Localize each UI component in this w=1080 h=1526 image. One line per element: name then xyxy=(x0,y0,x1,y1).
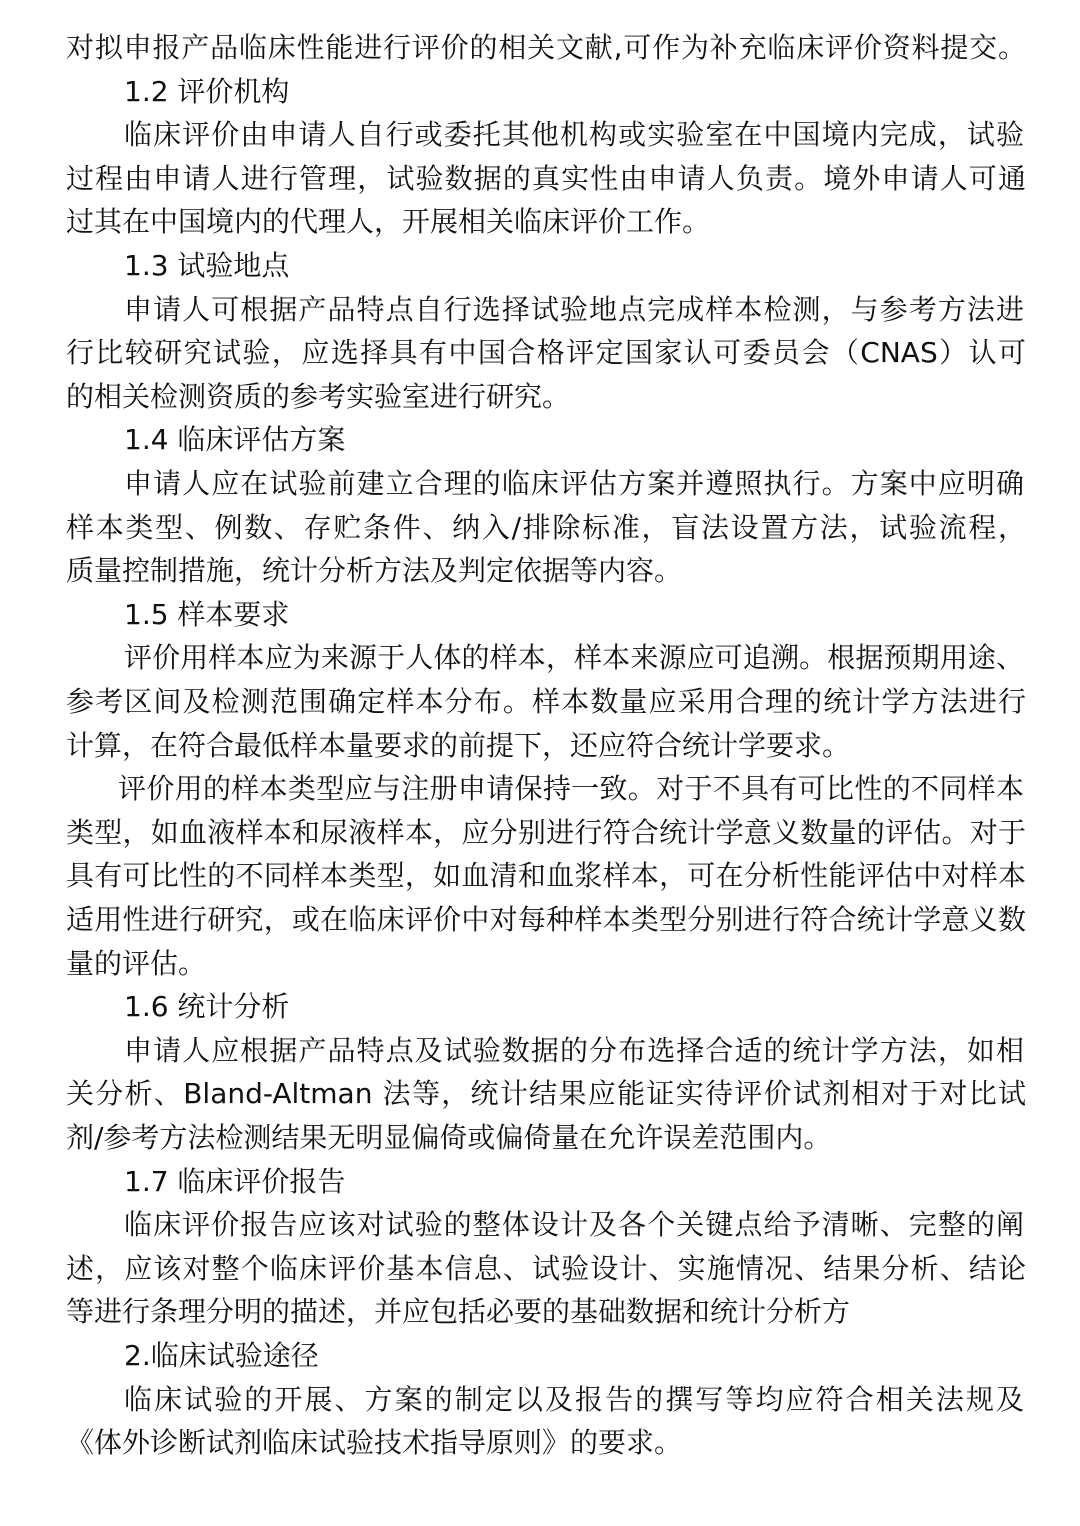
paragraph-line: 类型，如血液样本和尿液样本，应分别进行符合统计学意义数量的评估。对于 xyxy=(66,815,1026,849)
paragraph-line: 行比较研究试验，应选择具有中国合格评定国家认可委员会（CNAS）认可 xyxy=(66,336,1026,370)
section-heading: 2.临床试验途径 xyxy=(124,1339,319,1372)
paragraph-line: 过程由申请人进行管理，试验数据的真实性由申请人负责。境外申请人可通 xyxy=(66,161,1026,195)
paragraph-line: 等进行条理分明的描述，并应包括必要的基础数据和统计分析方 xyxy=(66,1295,851,1329)
paragraph-line: 申请人应在试验前建立合理的临床评估方案并遵照执行。方案中应明确 xyxy=(124,467,1024,500)
paragraph-line: 临床试验的开展、方案的制定以及报告的撰写等均应符合相关法规及 xyxy=(124,1382,1024,1416)
paragraph-line: 样本类型、例数、存贮条件、纳入/排除标准，盲法设置方法，试验流程， xyxy=(66,510,1026,544)
paragraph-line: 对拟申报产品临床性能进行评价的相关文献,可作为补充临床评价资料提交。 xyxy=(66,31,1026,64)
section-heading: 1.2 评价机构 xyxy=(124,74,290,108)
paragraph-line: 适用性进行研究，或在临床评价中对每种样本类型分别进行符合统计学意义数 xyxy=(66,903,1026,936)
paragraph-line: 临床评价报告应该对试验的整体设计及各个关键点给予清晰、完整的阐 xyxy=(124,1208,1024,1242)
paragraph-line: 申请人可根据产品特点自行选择试验地点完成样本检测，与参考方法进 xyxy=(124,292,1024,326)
paragraph-line: 量的评估。 xyxy=(66,946,207,980)
paragraph-line: 剂/参考方法检测结果无明显偏倚或偏倚量在允许误差范围内。 xyxy=(66,1121,832,1154)
paragraph-line: 过其在中国境内的代理人，开展相关临床评价工作。 xyxy=(66,205,711,239)
paragraph-line: 申请人应根据产品特点及试验数据的分布选择合适的统计学方法，如相 xyxy=(124,1033,1024,1067)
paragraph-line: 具有可比性的不同样本类型，如血清和血浆样本，可在分析性能评估中对样本 xyxy=(66,859,1026,893)
paragraph-line: 质量控制措施，统计分析方法及判定依据等内容。 xyxy=(66,554,683,588)
paragraph-line: 的相关检测资质的参考实验室进行研究。 xyxy=(66,379,571,413)
section-heading: 1.7 临床评价报告 xyxy=(124,1164,346,1198)
section-heading: 1.3 试验地点 xyxy=(124,249,290,282)
paragraph-line: 计算，在符合最低样本量要求的前提下，还应符合统计学要求。 xyxy=(66,728,851,762)
paragraph-line: 《体外诊断试剂临床试验技术指导原则》的要求。 xyxy=(66,1426,683,1460)
paragraph-line: 述，应该对整个临床评价基本信息、试验设计、实施情况、结果分析、结论 xyxy=(66,1251,1026,1285)
paragraph-line: 关分析、Bland-Altman 法等，统计结果应能证实待评价试剂相对于对比试 xyxy=(66,1077,1026,1111)
section-heading: 1.5 样本要求 xyxy=(124,597,290,631)
paragraph-line: 临床评价由申请人自行或委托其他机构或实验室在中国境内完成，试验 xyxy=(124,118,1024,152)
paragraph-line: 参考区间及检测范围确定样本分布。样本数量应采用合理的统计学方法进行 xyxy=(66,685,1026,718)
section-heading: 1.4 临床评估方案 xyxy=(124,423,346,457)
paragraph-line: 评价用的样本类型应与注册申请保持一致。对于不具有可比性的不同样本 xyxy=(118,772,1024,806)
paragraph-line: 评价用样本应为来源于人体的样本，样本来源应可追溯。根据预期用途、 xyxy=(124,641,1024,675)
section-heading: 1.6 统计分析 xyxy=(124,990,290,1024)
